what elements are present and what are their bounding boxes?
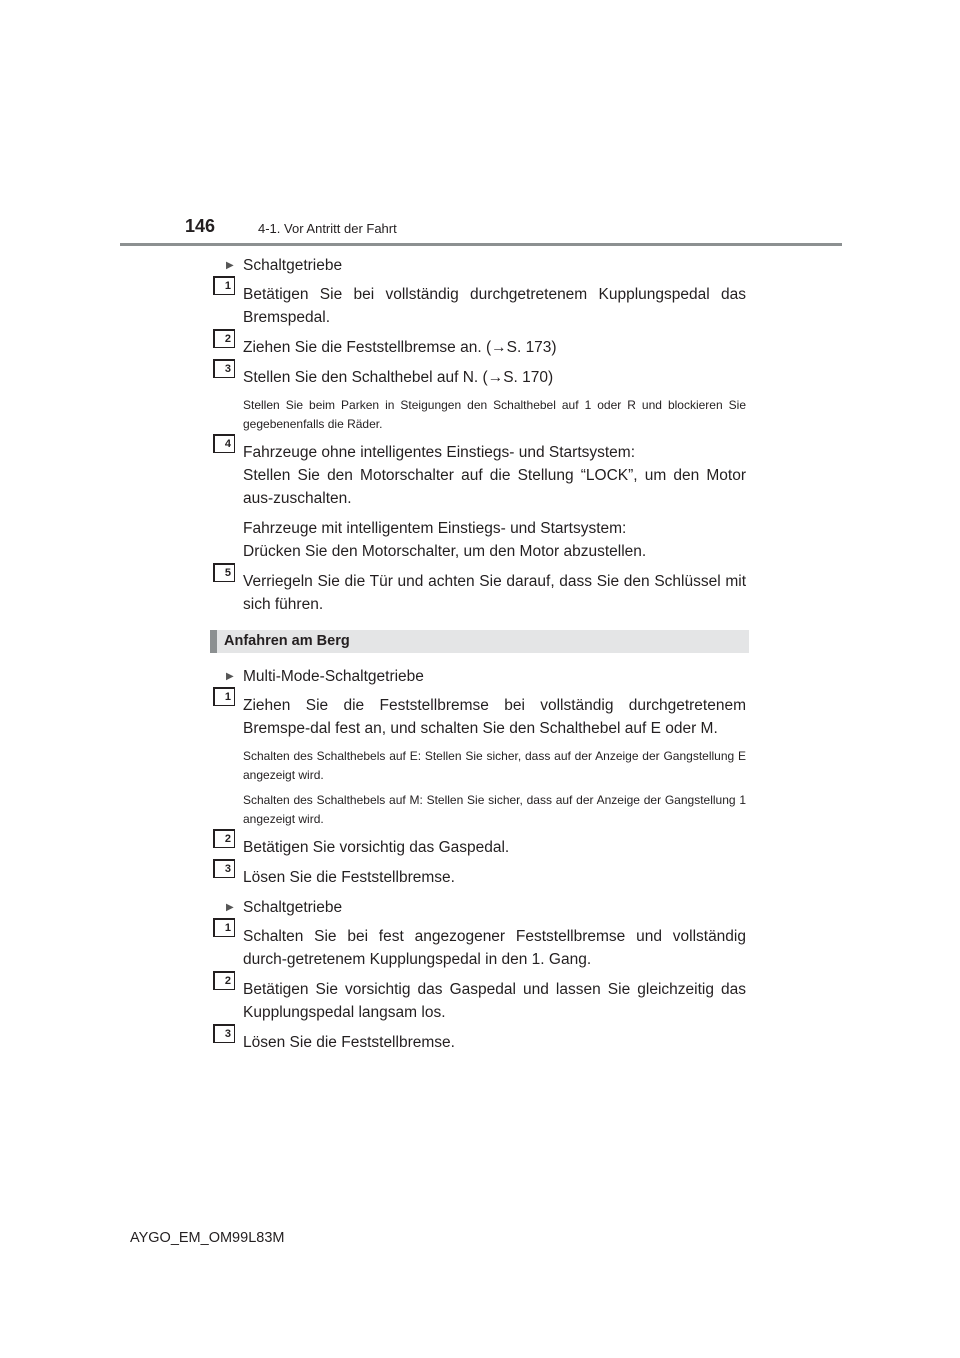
step-number: 3	[213, 359, 235, 378]
step-note: Stellen Sie beim Parken in Steigungen den Schalthebel auf 1 oder R und blockieren Sie gegebenenfalls die Räder.	[243, 398, 746, 431]
footer-code: AYGO_EM_OM99L83M	[130, 1230, 285, 1246]
step	[213, 863, 746, 889]
step-number: 2	[213, 329, 235, 348]
step-number: 2	[213, 829, 235, 848]
step-text: Ziehen Sie die Feststellbremse bei vollständig durchgetretenem Bremspe-dal fest an, und schalten Sie den Schalthebel auf E oder M.	[243, 697, 746, 737]
step	[213, 363, 746, 434]
step-note: Schalten des Schalthebels auf M: Stellen Sie sicher, dass auf der Anzeige der Gangstellung 1 angezeigt wird.	[243, 793, 746, 826]
step-text: Betätigen Sie vorsichtig das Gaspedal und lassen Sie gleichzeitig das Kupplungspedal langsam los.	[243, 981, 746, 1021]
step-number: 4	[213, 434, 235, 453]
section-title: 4-1. Vor Antritt der Fahrt	[258, 221, 397, 236]
step	[213, 1028, 746, 1054]
subheading-manual-transmission: ▶ Schaltgetriebe	[213, 254, 746, 277]
step-text: Fahrzeuge mit intelligentem Einstiegs- und Startsystem: Drücken Sie den Motorschalter, um den Motor abzustellen.	[243, 520, 647, 560]
triangle-bullet-icon: ▶	[226, 260, 234, 271]
step	[213, 833, 746, 859]
triangle-bullet-icon: ▶	[226, 902, 234, 913]
step-number: 5	[213, 563, 235, 582]
subheading-multimode-transmission: ▶ Multi-Mode-Schaltgetriebe	[213, 665, 746, 688]
step-text: Ziehen Sie die Feststellbremse an. (→S. 173)	[243, 339, 557, 356]
step-number: 3	[213, 859, 235, 878]
triangle-bullet-icon: ▶	[226, 671, 234, 682]
step-text: Betätigen Sie bei vollständig durchgetretenem Kupplungspedal das Bremspedal.	[243, 286, 746, 326]
step-text: Lösen Sie die Feststellbremse.	[243, 1034, 455, 1051]
step	[213, 975, 746, 1024]
step-text: Betätigen Sie vorsichtig das Gaspedal.	[243, 839, 510, 856]
step-number: 1	[213, 918, 235, 937]
step-number: 2	[213, 971, 235, 990]
content	[213, 254, 746, 1061]
step-text: Verriegeln Sie die Tür und achten Sie darauf, dass Sie den Schlüssel mit sich führen.	[243, 573, 746, 613]
step-number: 1	[213, 687, 235, 706]
step-number: 3	[213, 1024, 235, 1043]
step-text: Fahrzeuge ohne intelligentes Einstiegs- und Startsystem: Stellen Sie den Motorschalter auf die Stellung “LOCK”, um den Motor aus-zuschalten.	[243, 444, 746, 507]
section-heading-bar: Anfahren am Berg	[210, 630, 749, 653]
step-text: Stellen Sie den Schalthebel auf N. (→S. 170)	[243, 369, 554, 386]
step	[213, 333, 746, 359]
step	[213, 438, 746, 563]
step	[213, 691, 746, 829]
header-rule	[120, 243, 842, 246]
step	[213, 567, 746, 616]
step	[213, 280, 746, 329]
step-note: Schalten des Schalthebels auf E: Stellen Sie sicher, dass auf der Anzeige der Gangstellung E angezeigt wird.	[243, 749, 746, 782]
step-text: Schalten Sie bei fest angezogener Feststellbremse und vollständig durch-getretenem Kupplungspedal in den 1. Gang.	[243, 928, 746, 968]
subheading-manual-transmission-2: ▶ Schaltgetriebe	[213, 896, 746, 919]
step-number: 1	[213, 276, 235, 295]
step	[213, 922, 746, 971]
step-text: Lösen Sie die Feststellbremse.	[243, 869, 455, 886]
page-number: 146	[185, 216, 216, 236]
